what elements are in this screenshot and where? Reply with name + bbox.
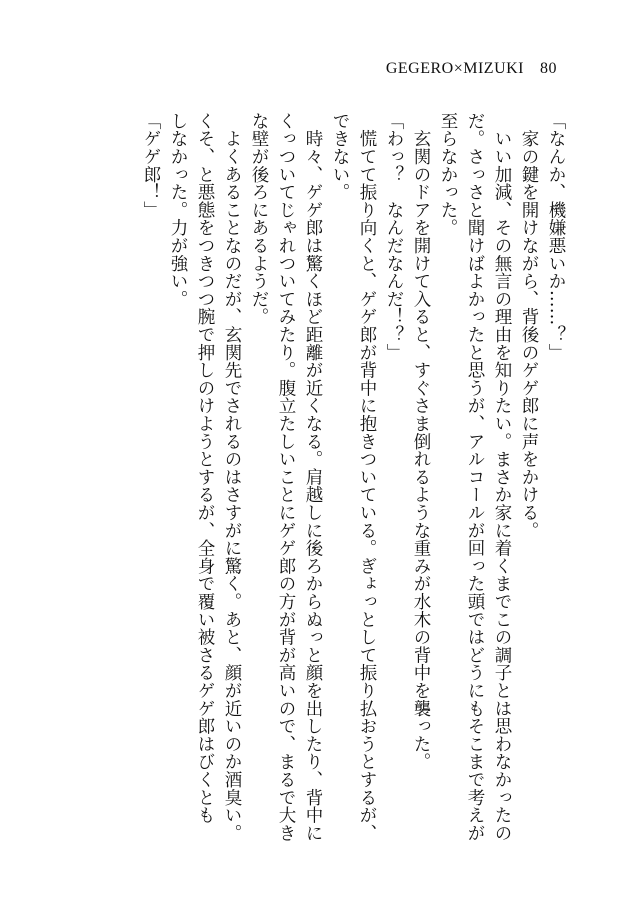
text-line: 「わっ？ なんだなんだ！？」 [384,112,404,362]
text-line: だ。さっさと聞けばよかったと思うが、アルコールが回った頭ではどうにもそこまで考えが [465,112,485,842]
text-line: 玄関のドアを開けて入ると、すぐさま倒れるような重みが水木の背中を襲った。 [411,112,431,771]
text-line: 家の鍵を開けながら、背後のゲゲ郎に声をかける。 [519,112,539,540]
text-line: しなかった。力が強い。 [168,112,188,308]
text-line: できない。 [330,112,350,201]
text-line: 「なんか、機嫌悪いか……？」 [546,112,566,362]
text-line: よくあることなのだが、玄関先でされるのはさすがに驚く。あと、顔が近いのか酒臭い。 [222,112,242,842]
page-number: 80 [540,60,557,77]
text-line: 慌てて振り向くと、ゲゲ郎が背中に抱きついている。ぎょっとして振り払おうとするが、 [357,112,377,842]
text-line: な壁が後ろにあるようだ。 [249,112,269,326]
text-line: くそ、と悪態をつきつつ腕で押しのけようとするが、全身で覆い被さるゲゲ郎はびくとも [195,112,215,824]
text-line: くっついてじゃれついてみたり。腹立たしいことにゲゲ郎の方が背が高いので、まるで大き [276,112,296,842]
running-header [386,60,557,78]
book-title: GEGERO×MIZUKI [385,60,524,77]
text-line: いい加減、その無言の理由を知りたい。まさか家に着くまでこの調子とは思わなかったの [492,112,512,842]
body-text [49,112,569,842]
text-line: 至らなかった。 [438,112,458,237]
text-line: 時々、ゲゲ郎は驚くほど距離が近くなる。肩越しに後ろからぬっと顔を出したり、背中に [303,112,323,842]
text-line: 「ゲゲ郎！」 [141,112,161,219]
